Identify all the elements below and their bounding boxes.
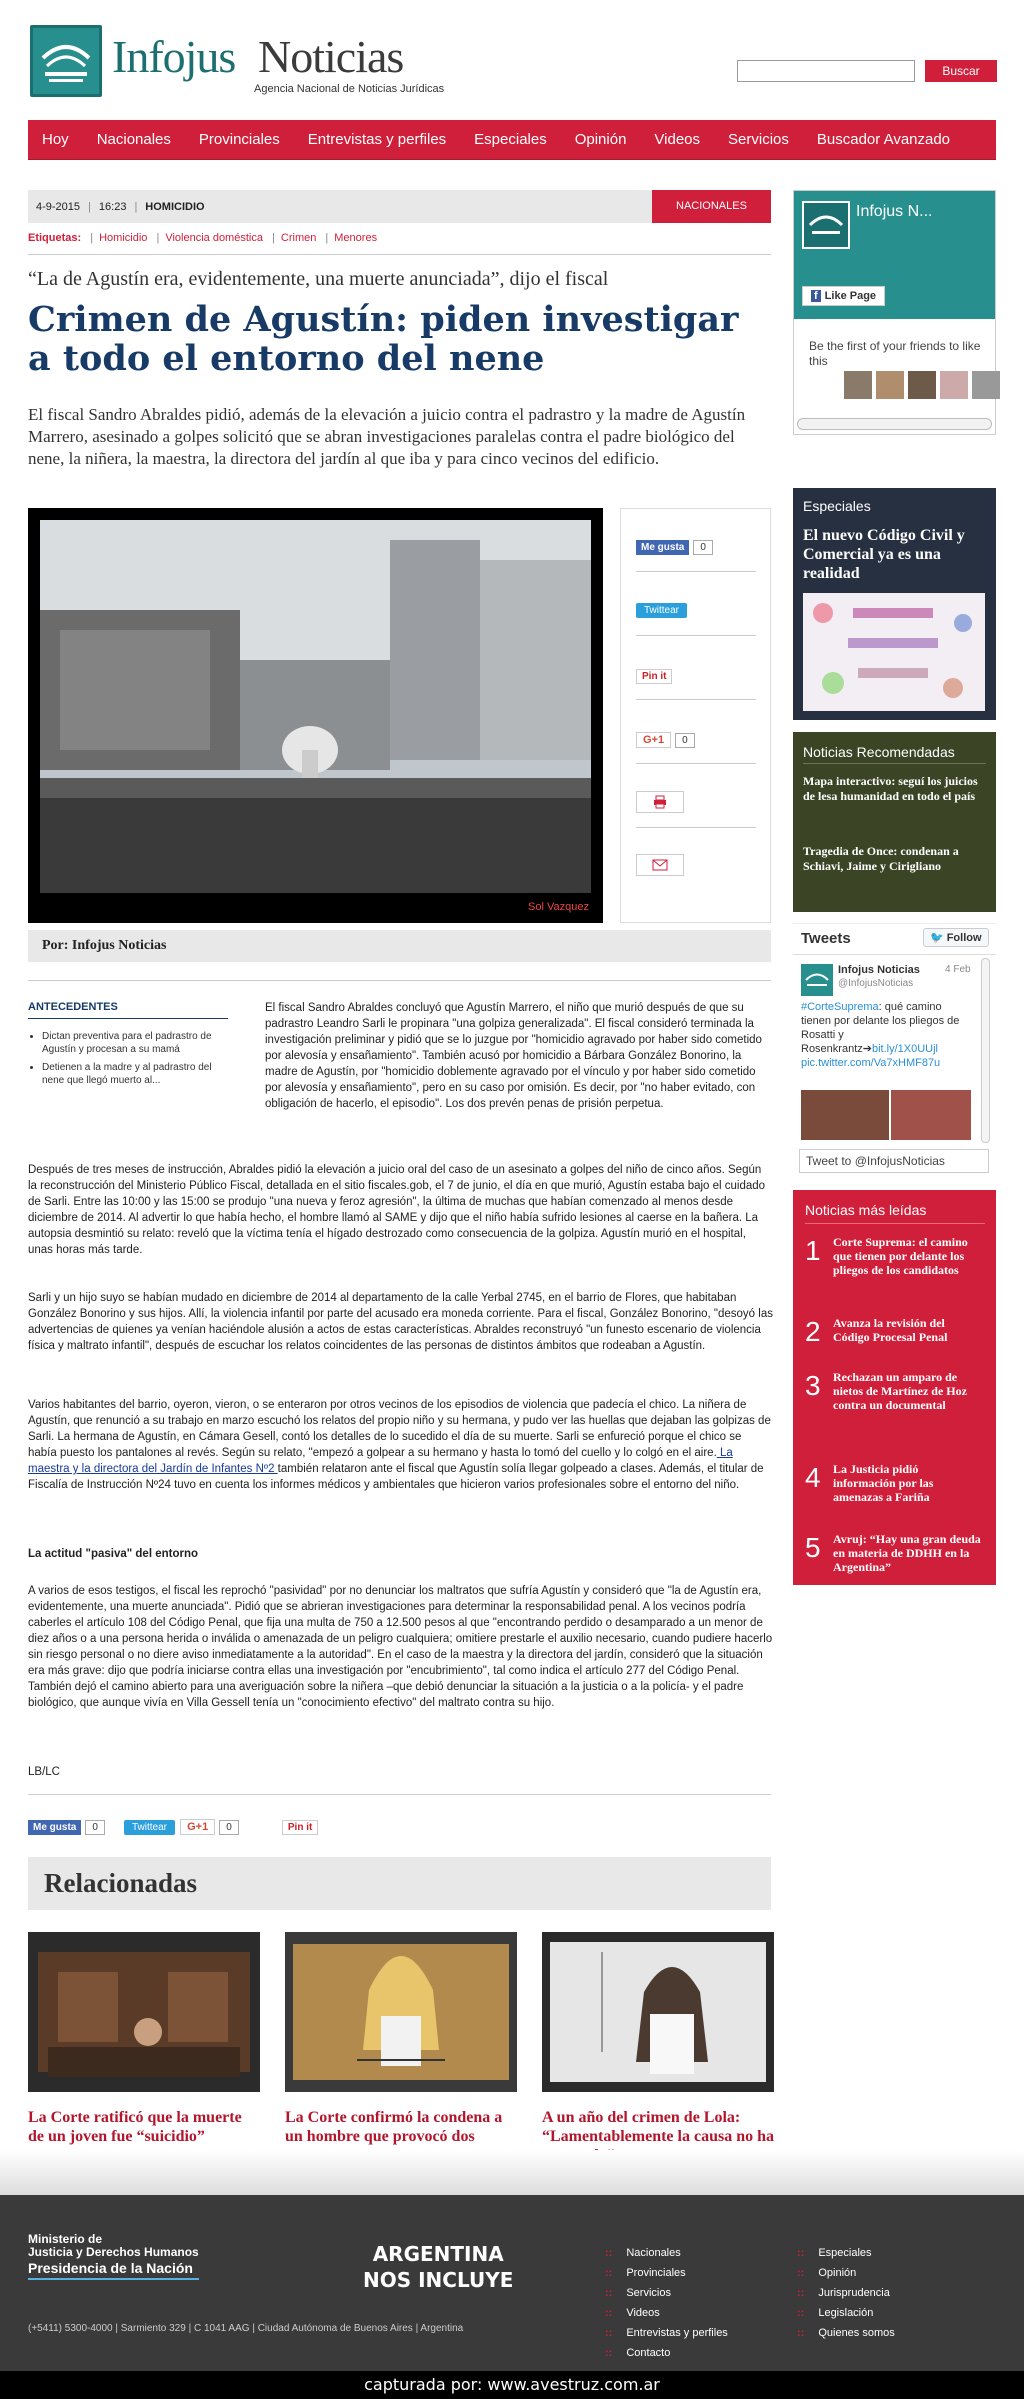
nav-item-nacionales[interactable]: Nacionales [96, 131, 171, 148]
relacionadas-heading: Relacionadas [28, 1857, 771, 1910]
recomendada-link[interactable]: Tragedia de Once: condenan a Schiavi, Jaime y Cirigliano [803, 844, 959, 873]
mas-leidas-title[interactable]: Corte Suprema: el camino que tienen por delante los pliegos de los candidatos [833, 1235, 968, 1277]
ministry-line: Ministerio de [28, 2232, 103, 2246]
ministry-line: Justicia y Derechos Humanos [28, 2245, 199, 2259]
search-button[interactable]: Buscar [925, 60, 997, 82]
tweets-widget [793, 923, 996, 1178]
article-time: 16:23 [98, 200, 127, 213]
especiales-label: Especiales [803, 498, 871, 514]
ministry-logo[interactable] [28, 2233, 199, 2280]
article-meta-bar: 4-9-2015 | 16:23 | HOMICIDIO [28, 190, 771, 223]
argentina-line: NOS INCLUYE [363, 2268, 514, 2292]
logo-subtitle: Agencia Nacional de Noticias Jurídicas [254, 83, 445, 95]
antecedente-link[interactable]: • Detienen a la madre y al padrastro del nene que llegó muerto al... [42, 1061, 228, 1087]
paragraph: Después de tres meses de instrucción, Abraldes pidió la elevación a juicio oral del caso de un asesinato a golpes del niño de cinco años. Según la reconstrucción del Ministerio Público Fiscal, detallada en el sitio fiscales.gob, el 7 de junio, el día en que murió, Agustín estaba bajo el cuidado de Sarli. Entre las 10:00 y las 15:00 se produjo "una nueva y feroz agresión", la última de muchas que habían comenzado al menos desde diciembre de 2014. Al advertir lo que había hecho, el hombre llamó al SAME y dijo que el niño había sufrido lesiones al caerse en la bañera. La autopsia desmintió su relato: reveló que la víctima tenía el hígado destrozado como consecuencia de la golpiza. Agustín murió en el hospital, unas horas más tarde. [28, 1164, 766, 1256]
mas-leidas-title[interactable]: Rechazan un amparo de nietos de Martínez de Hoz contra un documental [833, 1370, 967, 1412]
tweet-image[interactable] [891, 1090, 971, 1140]
article-title: Crimen de Agustín: piden investigar a todo el entorno del nene [28, 299, 739, 379]
related-image[interactable] [542, 1932, 774, 2092]
tweet-to-input[interactable]: Tweet to @InfojusNoticias [799, 1149, 989, 1173]
facebook-widget [793, 190, 996, 435]
related-image[interactable] [28, 1932, 260, 2092]
footer-link[interactable]: :: Entrevistas y perfiles [605, 2323, 728, 2343]
capture-watermark: capturada por: www.avestruz.com.ar [0, 2371, 1024, 2399]
like-count: 0 [85, 1820, 105, 1835]
footer-link[interactable]: :: Jurisprudencia [797, 2283, 895, 2303]
nav-item-hoy[interactable]: Hoy [42, 131, 69, 148]
tweet-text [801, 1000, 969, 1070]
divider [28, 254, 771, 255]
search-input[interactable] [737, 60, 915, 82]
rank-number: 1 [805, 1235, 821, 1266]
pin-button[interactable]: Pin it [282, 1820, 318, 1835]
photo-credit: Sol Vazquez [528, 901, 589, 913]
gplus-count: 0 [675, 733, 695, 748]
footer [0, 2195, 1024, 2399]
footer-links-col1 [605, 2243, 728, 2363]
article-photo [28, 508, 603, 923]
mas-leidas-title[interactable]: Avruj: “Hay una gran deuda en materia de DDHH en la Argentina” [833, 1532, 981, 1574]
tag-link[interactable]: Violencia doméstica [165, 232, 263, 244]
article-date: 4-9-2015 [36, 200, 81, 213]
gplus-button[interactable]: G+1 [636, 732, 671, 748]
paragraph-text: Varios habitantes del barrio, oyeron, vieron, o se enteraron por otros vecinos de los episodios de violencia que padecía el chico. La niñera de Agustín, que renunció a su trabajo en marzo escuchó los relatos del propio niño y su hermana, y pudo ver las huellas que dejaban las golpizas de Sarli. La hermana de Agustín, en Cámara Gesell, contó los detalles de lo sucedido el día de su muerte. Sarli se enfureció porque el chico se había puesto los pantalones al revés. Según su relato, "empezó a golpear a su hermano y hasta lo tomó del cuello y lo colgó en el aire. [28, 1399, 771, 1459]
related-card[interactable] [28, 1932, 260, 2146]
like-count: 0 [693, 540, 713, 555]
fb-like-button[interactable]: Me gusta [28, 1820, 81, 1835]
fb-friends-text: Be the first of your friends to like this [809, 339, 981, 368]
tag-link[interactable]: Menores [334, 232, 378, 244]
nav-item-servicios[interactable]: Servicios [728, 131, 789, 148]
footer-link[interactable]: :: Provinciales [605, 2263, 728, 2283]
facebook-icon: f [811, 290, 821, 302]
follow-button[interactable] [923, 928, 989, 947]
rank-number: 4 [805, 1462, 821, 1493]
argentina-line: ARGENTINA [372, 2242, 504, 2266]
nav-item-videos[interactable]: Videos [654, 131, 701, 148]
especiales-widget [793, 488, 996, 720]
footer-link[interactable]: :: Servicios [605, 2283, 728, 2303]
mas-leidas-title[interactable]: La Justicia pidió información por las amenazas a Fariña [833, 1462, 934, 1504]
follow-label: Follow [946, 932, 982, 944]
fb-like-button[interactable]: Me gusta [636, 540, 689, 555]
tweet-button[interactable]: Twittear [124, 1820, 175, 1835]
logo-word-infojus[interactable]: Infojus [112, 31, 236, 82]
like-page-label: Like Page [824, 290, 877, 302]
email-icon[interactable] [636, 854, 684, 876]
especiales-image[interactable] [803, 593, 985, 711]
fb-page-avatar[interactable] [802, 201, 850, 249]
tweet-image[interactable] [801, 1090, 889, 1140]
tweet-button[interactable]: Twittear [636, 603, 687, 618]
logo-word-noticias[interactable]: Noticias [258, 31, 404, 82]
antecedentes-title: ANTECEDENTES [28, 1001, 118, 1013]
tweets-scrollbar[interactable] [981, 958, 990, 1143]
tweet-date[interactable]: 4 Feb [945, 964, 971, 975]
tags-label: Etiquetas: [28, 232, 82, 244]
related-card[interactable] [542, 1932, 774, 2165]
footer-fade [0, 2150, 1024, 2195]
especiales-title[interactable]: El nuevo Código Civil y Comercial ya es una realidad [803, 527, 965, 582]
tag-link[interactable]: Crimen [280, 232, 317, 244]
tweet-hashtag[interactable]: #CorteSuprema [801, 1001, 879, 1013]
antecedente-link[interactable]: • Dictan preventiva para el padrastro de Agustín y procesan a su mamá [42, 1030, 228, 1056]
rank-number: 3 [805, 1370, 821, 1401]
gplus-count: 0 [219, 1820, 239, 1835]
paragraph: A varios de esos testigos, el fiscal les reprochó "pasividad" por no denunciar los maltratos que sufría Agustín y consideró que "la de Agustín era, evidentemente, una muerte anunciada". Pidió que se abrieran investigaciones para determinar la responsabilidad penal. A los vecinos podría caberles el artículo 108 del Código Penal, que fija una multa de 750 a 12.500 pesos al que "encontrando perdido o desamparado a un menor de diez años o a una persona herida o inválida o amenazada de un peligro cualquiera; omitiere prestarle el auxilio necesario, cuando pudiere hacerlo sin riesgo personal o no diere aviso inmediatamente a la autoridad". En el caso de la maestra y la directora del jardín, consideró que la situación era más grave: dijo que podría iniciarse contra ellas una investigación por "encubrimiento", tal como indica el artículo 277 del Código Penal. También dejó el camino abierto para una averiguación sobre la niñera –que debió denunciar la situación a la justicia o a la policía- y el padre biológico, que aunque vivía en Villa Gessell tenía un "conocimiento efectivo" del maltrato contra su hijo. [28, 1585, 773, 1709]
category-button[interactable]: NACIONALES [652, 190, 771, 223]
article-author: Por: Infojus Noticias [28, 930, 771, 962]
article-body-p1 [28, 1000, 773, 1112]
article-section: HOMICIDIO [145, 200, 205, 213]
nav-item-buscador[interactable]: Buscador Avanzado [816, 131, 951, 148]
footer-link[interactable]: :: Opinión [797, 2263, 895, 2283]
footer-link[interactable]: :: Legislación [797, 2303, 895, 2323]
paragraph-text: también relataron ante el fiscal que Agustín solía llegar golpeado a clases. Además, el titular de Fiscalía de Instrucción Nº24 tuvo en cuenta los informes médicos y ambientales que hicieron varios profesionales sobre el entorno del niño. [28, 1463, 764, 1491]
argentina-logo [363, 2241, 513, 2293]
tweets-label: Tweets [801, 930, 851, 947]
footer-link[interactable]: :: Contacto [605, 2343, 728, 2363]
pin-button[interactable]: Pin it [636, 669, 672, 684]
related-title[interactable]: La Corte confirmó la condena a un hombre que provocó dos [285, 2109, 503, 2145]
mas-leidas-label: Noticias más leídas [805, 1202, 927, 1218]
fb-like-page-button[interactable] [802, 286, 885, 306]
footer-link[interactable]: :: Nacionales [605, 2243, 728, 2263]
related-title[interactable]: A un año del crimen de Lola: “Lamentablemente la causa no ha [542, 2109, 774, 2145]
tags-bar: Etiquetas: | Homicidio | Violencia doméstica | Crimen | Menores [28, 232, 378, 244]
nav-item-entrevistas[interactable]: Entrevistas y perfiles [307, 131, 447, 148]
recomendadas-label: Noticias Recomendadas [803, 744, 955, 760]
mas-leidas-widget [793, 1190, 996, 1585]
paragraph: El fiscal Sandro Abraldes concluyó que Agustín Marrero, el niño que murió después de que su padrastro Leandro Sarli le propinara "una golpiza generalizada". El fiscal consideró terminada la investigación preliminar y pidió que se lo juzgue por "homicidio agravado por haber sido cometido por alevosía y ensañamiento". También acusó por homicidio a Bárbara González Bonorino, la madre de Agustín, por "homicidio doblemente agravado por el vínculo y por haber sido cometido por alevosía y ensañamiento", pero en su caso por omisión. Es decir, por "no haber evitado, con obligación de hacerlo, el episodio". Los dos prevén penas de prisión perpetua. [265, 1002, 762, 1110]
paragraph [28, 1397, 773, 1493]
footer-links-col2 [797, 2243, 895, 2343]
jardin-link[interactable]: La maestra y la directora del Jardín de Infantes Nº2 [28, 1447, 733, 1475]
divider [28, 980, 771, 981]
article-lead: El fiscal Sandro Abraldes pidió, además de la elevación a juicio contra el padrastro y la madre de Agustín Marrero, asesinado a golpes solicitó que se abran investigaciones paralelas contra el padre biológico del nene, la niñera, la maestra, la directora del jardín al que iba y para cinco vecinos del edificio. [28, 405, 746, 468]
tweet-link[interactable]: bit.ly/1X0UUjl pic.twitter.com/Va7xHMF87u [801, 1043, 941, 1069]
logo-icon[interactable] [30, 25, 102, 97]
footer-link[interactable]: :: Quienes somos [797, 2323, 895, 2343]
presidencia-line: Presidencia de la Nación [28, 2262, 199, 2280]
related-title[interactable]: La Corte ratificó que la muerte de un joven fue “suicidio” [28, 2109, 242, 2145]
tweet-handle[interactable]: @InfojusNoticias [838, 978, 914, 989]
rank-number: 2 [805, 1316, 821, 1347]
share-column [620, 508, 771, 923]
footer-link[interactable]: :: Especiales [797, 2243, 895, 2263]
related-card[interactable] [285, 1932, 517, 2165]
main-nav [28, 120, 996, 160]
gplus-button[interactable]: G+1 [180, 1819, 215, 1835]
signature: LB/LC [28, 1766, 60, 1778]
nav-item-provinciales[interactable]: Provinciales [198, 131, 280, 148]
footer-address: (+5411) 5300-4000 | Sarmiento 329 | C 1041 AAG | Ciudad Autónoma de Buenos Aires | Argentina [28, 2323, 464, 2334]
fb-page-name[interactable]: Infojus N... [856, 203, 933, 220]
paragraph: Sarli y un hijo suyo se habían mudado en diciembre de 2014 al departamento de la calle Yerbal 2745, en el barrio de Flores, que habitaban González Bonorino y sus hijos. Allí, la violencia infantil por parte del acusado era moneda corriente. Para el fiscal, González Bonorino, "desoyó las advertencias de quienes ya venían haciéndole alusión a actos de estas características. Abraldes reconstruyó "un funesto escenario de violencia física y maltrato infantil", después de escuchar los relatos coincidentes de las personas de distintos ámbitos que rodeaban a Agustín. [28, 1292, 773, 1352]
mas-leidas-title[interactable]: Avanza la revisión del Código Procesal Penal [833, 1316, 948, 1344]
share-bar-bottom [28, 1815, 771, 1837]
recomendada-link[interactable]: Mapa interactivo: seguí los juicios de lesa humanidad en todo el país [803, 774, 978, 803]
body-subtitle: La actitud "pasiva" del entorno [28, 1548, 199, 1560]
related-image[interactable] [285, 1932, 517, 2092]
twitter-icon: 🐦 [930, 932, 944, 944]
fb-friend-avatars [844, 371, 1000, 399]
recomendadas-widget [793, 732, 996, 912]
tweet-avatar[interactable] [801, 964, 833, 996]
nav-item-especiales[interactable]: Especiales [474, 131, 547, 148]
rank-number: 5 [805, 1532, 821, 1563]
tweet-body: : qué camino tienen por delante los pliegos de Rosatti y Rosenkrantz➔ [801, 1001, 960, 1055]
article-subhead: “La de Agustín era, evidentemente, una muerte anunciada”, dijo el fiscal [28, 268, 609, 290]
print-icon[interactable] [636, 791, 684, 813]
nav-item-opinion[interactable]: Opinión [574, 131, 627, 148]
divider [28, 1794, 771, 1795]
tag-link[interactable]: Homicidio [99, 232, 148, 244]
fb-scrollbar[interactable] [797, 418, 992, 430]
tweet-user[interactable]: Infojus Noticias [838, 964, 920, 976]
footer-link[interactable]: :: Videos [605, 2303, 728, 2323]
